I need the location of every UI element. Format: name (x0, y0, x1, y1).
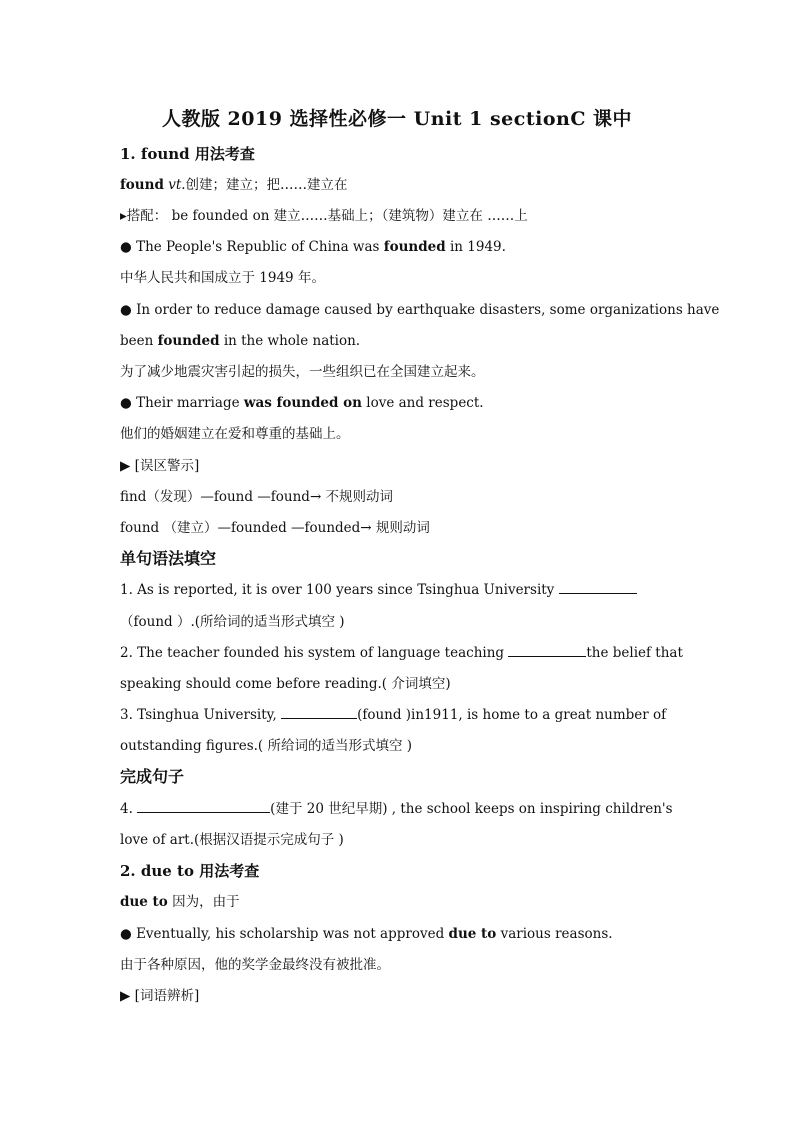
definition-text: 因为，由于 (167, 894, 240, 910)
example-keyword: founded (383, 239, 446, 255)
exercise-question-continued: （found ）.(所给词的适当形式填空 ) (120, 614, 345, 630)
example-text: love and respect. (361, 395, 484, 411)
section-heading-due-to: 2. due to 用法考查 (120, 862, 260, 880)
collocation-text: 搭配： be founded on 建立……基础上；（建筑物）建立在 ……上 (126, 208, 528, 224)
example-translation: 由于各种原因，他的奖学金最终没有被批准。 (120, 957, 390, 973)
question-text: 2. The teacher founded his system of language teaching (120, 645, 509, 661)
definition-text: 创建；建立；把……建立在 (185, 177, 348, 193)
example-translation: 为了减少地震灾害引起的损失，一些组织已在全国建立起来。 (120, 364, 485, 380)
exercise-question (120, 643, 683, 663)
exercise-question (120, 705, 680, 725)
example-sentence (120, 924, 680, 944)
answer-blank[interactable] (281, 705, 357, 719)
example-sentence (120, 393, 680, 413)
example-text: been (120, 333, 158, 349)
answer-blank[interactable] (508, 643, 586, 657)
example-text: ● The People's Republic of China was (120, 239, 384, 255)
answer-blank[interactable] (137, 799, 270, 813)
definition-word: due to (120, 894, 168, 910)
exercise-question (120, 799, 680, 819)
page-title: 人教版 2019 选择性必修一 Unit 1 sectionC 课中 (161, 108, 633, 130)
definition-word: found (120, 177, 164, 193)
example-text: in the whole nation. (219, 333, 361, 349)
exercise-question-continued: love of art.(根据汉语提示完成句子 ) (120, 832, 344, 848)
answer-blank[interactable] (559, 580, 637, 594)
warning-line: found （建立）—founded —founded→ 规则动词 (120, 520, 430, 536)
warning-line: find（发现）—found —found→ 不规则动词 (120, 489, 394, 505)
section-heading-fill: 单句语法填空 (120, 549, 217, 568)
question-text: 1. As is reported, it is over 100 years since Tsinghua University (120, 582, 559, 598)
example-sentence: ● In order to reduce damage caused by earthquake disasters, some organizations have (120, 302, 720, 318)
example-translation: 他们的婚姻建立在爱和尊重的基础上。 (120, 426, 350, 442)
question-text: 3. Tsinghua University, (120, 707, 282, 723)
warning-heading: ▶ [误区警示] (120, 458, 200, 474)
example-keyword: was founded on (243, 395, 362, 411)
definition-found (120, 175, 680, 195)
question-text: (建于 20 世纪早期) , the school keeps on inspiring children's (270, 801, 673, 817)
example-sentence (120, 237, 680, 257)
example-translation: 中华人民共和国成立于 1949 年。 (120, 270, 325, 286)
exercise-question-continued: speaking should come before reading.( 介词填空) (120, 676, 451, 692)
example-text: ● Their marriage (120, 395, 244, 411)
example-text: various reasons. (496, 926, 613, 942)
example-text: ● Eventually, his scholarship was not approved (120, 926, 449, 942)
section-heading-complete: 完成句子 (120, 767, 185, 786)
question-text: the belief that (586, 645, 683, 661)
exercise-question-continued: outstanding figures.( 所给词的适当形式填空 ) (120, 738, 413, 754)
example-keyword: due to (448, 926, 497, 942)
triangle-bullet-icon: ▸ (120, 208, 127, 224)
part-of-speech: vt. (168, 177, 186, 193)
example-text: in 1949. (445, 239, 506, 255)
section-heading-found: 1. found 用法考查 (120, 145, 255, 163)
exercise-question (120, 580, 680, 600)
example-sentence-continued (120, 331, 680, 351)
question-text: (found )in1911, is home to a great number of (357, 707, 667, 723)
example-keyword: founded (157, 333, 220, 349)
question-text: 4. (120, 801, 138, 817)
definition-due-to (120, 892, 680, 912)
note-heading: ▶ [词语辨析] (120, 988, 200, 1004)
collocation-line (120, 206, 680, 226)
